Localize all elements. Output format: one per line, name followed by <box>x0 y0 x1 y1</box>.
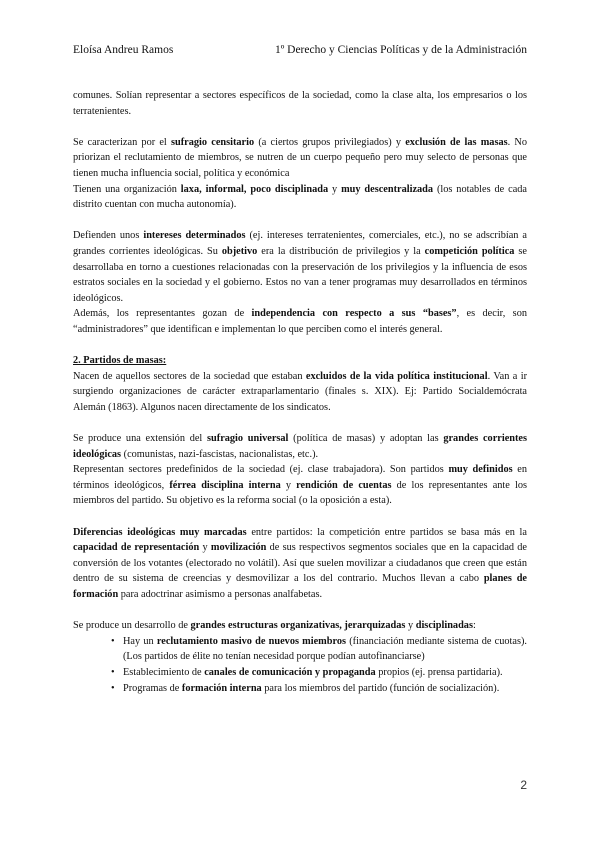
list-item: • Programas de formación interna para los miembros del partido (función de socialización). <box>123 681 527 697</box>
paragraph-5: Además, los representantes gozan de independencia con respecto a sus “bases”, es decir, son “administradores” que identifican e implementan lo que perciben como el interés general. <box>73 308 527 335</box>
header-course: 1º Derecho y Ciencias Políticas y de la Administración <box>274 44 527 56</box>
paragraph-7: Se produce una extensión del sufragio universal (política de masas) y adoptan las grandes corrientes ideológicas (comunistas, nazi-fascistas, nacionalistas, etc.). <box>73 433 527 460</box>
list-item: • Hay un reclutamiento masivo de nuevos miembros (financiación mediante sistema de cuotas). (Los partidos de élite no tenían necesidad porque podían autofinanciarse) <box>123 634 527 665</box>
bullet-list <box>73 634 527 696</box>
paragraph-4: Defienden unos intereses determinados (ej. intereses terratenientes, comerciales, etc.), no se adscribían a grandes corrientes ideológicas. Su objetivo era la distribución de privilegios y la competición política se desarrollaba en torno a cuestiones relacionadas con la preservación de los privilegios y la influencia de esos estratos sociales en la sociedad y el gobierno. Estos no van a tener programas muy desarrollados en términos ideológicos. <box>73 230 528 304</box>
header-author: Eloísa Andreu Ramos <box>73 44 174 56</box>
paragraph-6: Nacen de aquellos sectores de la sociedad que estaban excluidos de la vida política institucional. Van a ir surgiendo organizaciones de carácter extraparlamentario (finales s. XIX). Ej: Partido Socialdemócrata Alemán (1863). Algunos nacen directamente de los sindicatos. <box>73 370 527 413</box>
page-number: 2 <box>520 778 527 792</box>
paragraph-2: Se caracterizan por el sufragio censitario (a ciertos grupos privilegiados) y exclusión de las masas. No priorizan el reclutamiento de miembros, se nutren de un cuerpo pequeño pero muy selecto de personas que tienen mucha influencia social, política y económica <box>73 136 527 179</box>
paragraph-9: Diferencias ideológicas muy marcadas entre partidos: la competición entre partidos se basa más en la capacidad de representación y movilización de sus respectivos segmentos sociales que en la capacidad de conversión de los votantes (electorado no volátil). Así que suelen movilizar a ciudadanos que creen que están dentro de su sistema de creencias y desmovilizar a los del contrario. Muchos llevan a cabo planes de formación para adoctrinar asimismo a personas analfabetas. <box>73 526 527 600</box>
list-item: • Establecimiento de canales de comunicación y propaganda propios (ej. prensa partidaria). <box>123 665 527 681</box>
page-header <box>73 44 527 60</box>
paragraph-8: Representan sectores predefinidos de la sociedad (ej. clase trabajadora). Son partidos muy definidos en términos ideológicos, férrea disciplina interna y rendición de cuentas de los representantes ante los miembros del partido. Su objetivo es la reforma social (o la oposición a esta). <box>73 464 528 507</box>
section-2-title: 2. Partidos de masas: <box>73 355 167 367</box>
paragraph-10: Se produce un desarrollo de grandes estructuras organizativas, jerarquizadas y disciplinadas: <box>73 620 476 632</box>
paragraph-1: comunes. Solían representar a sectores específicos de la sociedad, como la clase alta, los empresarios o los terratenientes. <box>73 90 527 117</box>
document-body <box>73 88 527 696</box>
paragraph-3: Tienen una organización laxa, informal, poco disciplinada y muy descentralizada (los notables de cada distrito cuentan con mucha autonomía). <box>73 183 528 211</box>
